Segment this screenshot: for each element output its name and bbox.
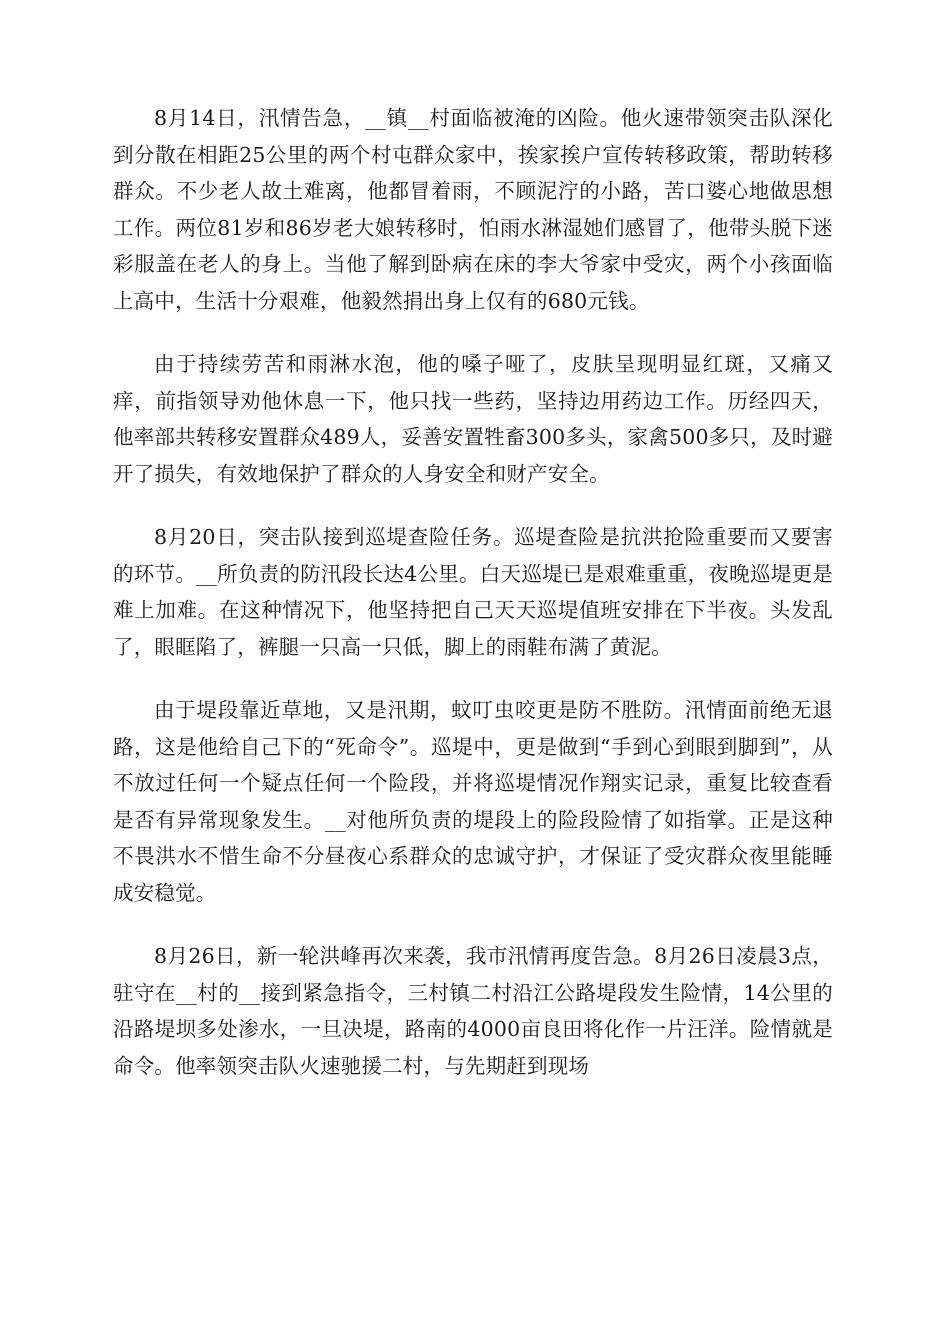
paragraph-flood-evacuation: 8月14日，汛情告急，__镇__村面临被淹的凶险。他火速带领突击队深化到分散在相距25公里的两个村屯群众家中，挨家挨户宣传转移政策，帮助转移群众。不少老人故土难离，他都冒着雨，不顾泥泞的小路，苦口婆心地做思想工作。两位81岁和86岁老大娘转移时，怕雨水淋湿她们感冒了，他带头脱下迷彩服盖在老人的身上。当他了解到卧病在床的李大爷家中受灾，两个小孩面临上高中，生活十分艰难，他毅然捐出身上仅有的680元钱。	[113, 106, 833, 313]
document-body	[113, 100, 833, 1084]
paragraph-perseverance: 由于持续劳苦和雨淋水泡，他的嗓子哑了，皮肤呈现明显红斑，又痛又痒，前指领导劝他休息一下，他只找一些药，坚持边用药边工作。历经四天，他率部共转移安置群众489人，妥善安置牲畜300多头，家禽500多只，及时避开了损失，有效地保护了群众的人身安全和财产安全。	[113, 352, 833, 486]
paragraph-night-watch: 由于堤段靠近草地，又是汛期，蚊叮虫咬更是防不胜防。汛情面前绝无退路，这是他给自己下的“死命令”。巡堤中，更是做到“手到心到眼到脚到”，从不放过任何一个疑点任何一个险段，并将巡堤情况作翔实记录，重复比较查看是否有异常现象发生。__对他所负责的堤段上的险段险情了如指掌。正是这种不畏洪水不惜生命不分昼夜心系群众的忠诚守护，才保证了受灾群众夜里能睡成安稳觉。	[113, 698, 833, 905]
paragraph-levee-patrol: 8月20日，突击队接到巡堤查险任务。巡堤查险是抗洪抢险重要而又要害的环节。__所负责的防汛段长达4公里。白天巡堤已是艰难重重，夜晚巡堤更是难上加难。在这种情况下，他坚持把自己天天巡堤值班安排在下半夜。头发乱了，眼眶陷了，裤腿一只高一只低，脚上的雨鞋布满了黄泥。	[113, 525, 833, 659]
paragraph-new-flood-peak: 8月26日，新一轮洪峰再次来袭，我市汛情再度告急。8月26日凌晨3点，驻守在__村的__接到紧急指令，三村镇二村沿江公路堤段发生险情，14公里的沿路堤坝多处渗水，一旦决堤，路南的4000亩良田将化作一片汪洋。险情就是命令。他率领突击队火速驰援二村，与先期赶到现场	[113, 944, 833, 1078]
